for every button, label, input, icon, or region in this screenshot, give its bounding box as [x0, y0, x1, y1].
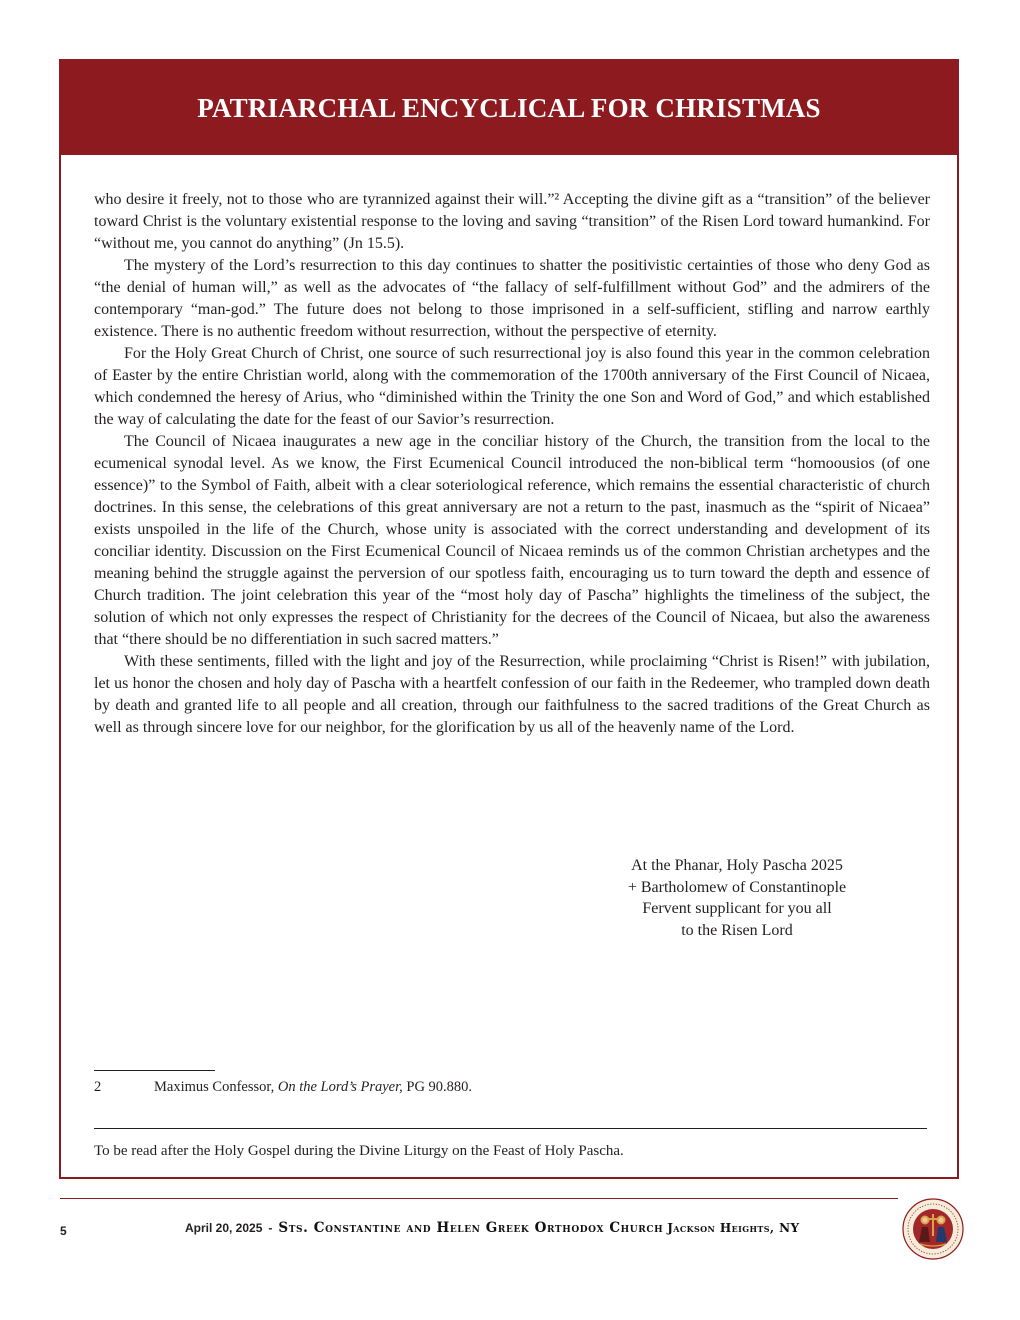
footer-separator: - — [268, 1221, 273, 1235]
page-number: 5 — [60, 1224, 67, 1238]
paragraph: The mystery of the Lord’s resurrection to this day continues to shatter the positivistic certainties of those who deny God as “the denial of human will,” as well as the advocates of “the fallacy of self-fulfillment without God” and the admirers of the contemporary “man-god.” The future does not belong to those imprisoned in a self-sufficient, stifling and narrow earthly existence. There is no authentic freedom without resurrection, without the perspective of eternity. — [94, 257, 930, 340]
encyclical-body — [94, 189, 930, 739]
signature-line: + Bartholomew of Constantinople — [627, 878, 847, 896]
encyclical-frame — [59, 59, 959, 1179]
footer-church-name: Sts. Constantine and Helen Greek Orthodox Church — [278, 1220, 664, 1236]
signature-block — [621, 855, 853, 941]
paragraph: who desire it freely, not to those who are tyrannized against their will.”² Accepting the divine gift as a “transition” of the believer toward Christ is the voluntary existential response to the loving and saving “transition” of the Risen Lord toward humankind. For “without me, you cannot do anything” (Jn 15.5). — [94, 191, 930, 252]
signature-line: to the Risen Lord — [681, 921, 793, 939]
footer-date: April 20, 2025 — [185, 1221, 263, 1235]
footer-line — [185, 1219, 799, 1237]
footer-location: Jackson Heights, NY — [667, 1221, 800, 1235]
footer-divider — [60, 1198, 898, 1199]
signature-line: Fervent supplicant for you all — [642, 900, 832, 917]
signature-line: At the Phanar, Holy Pascha 2025 — [631, 857, 843, 874]
footnote-ref: PG 90.880. — [402, 1079, 473, 1095]
reading-note: To be read after the Holy Gospel during the Divine Liturgy on the Feast of Holy Pascha. — [94, 1143, 624, 1159]
paragraph: For the Holy Great Church of Christ, one source of such resurrectional joy is also found this year in the common celebration of Easter by the entire Christian world, along with the commemoration of the 1700th anniversary of the First Council of Nicaea, which condemned the heresy of Arius, who “diminished within the Trinity the one Son and Word of God,” and which established the way of calculating the date for the feast of our Savior’s resurrection. — [94, 345, 930, 428]
note-divider — [94, 1128, 927, 1129]
paragraph: The Council of Nicaea inaugurates a new age in the conciliar history of the Church, the transition from the local to the ecumenical synodal level. As we know, the First Ecumenical Council introduced the non-biblical term “homoousios (of one essence)” to the Symbol of Faith, albeit with a clear soteriological reference, which remains the essential characteristic of church doctrines. In this sense, the celebrations of this great anniversary are not a return to the past, inasmuch as the “spirit of Nicaea” exists unspoiled in the life of the Church, whose unity is associated with the correct understanding and development of its conciliar identity. Discussion on the First Ecumenical Council of Nicaea reminds us of the common Christian archetypes and the meaning behind the struggle against the perversion of our spotless faith, encouraging us to turn toward the depth and essence of Church tradition. The joint celebration this year of the “most holy day of Pascha” highlights the timeliness of the subject, the solution of which not only expresses the respect of Christianity for the decrees of the Council of Nicaea, but also the awareness that “there should be no differentiation in such sacred matters.” — [94, 433, 930, 648]
page-title: PATRIARCHAL ENCYCLICAL FOR CHRISTMAS — [197, 92, 821, 123]
church-seal-icon — [902, 1198, 964, 1260]
footnote-author: Maximus Confessor, — [154, 1079, 278, 1095]
footnote-work: On the Lord’s Prayer, — [277, 1079, 403, 1095]
footnote-number: 2 — [94, 1079, 102, 1095]
footnote-divider — [94, 1070, 215, 1071]
footnote — [94, 1078, 472, 1096]
title-banner — [61, 61, 957, 155]
paragraph: With these sentiments, filled with the light and joy of the Resurrection, while proclaiming “Christ is Risen!” with jubilation, let us honor the chosen and holy day of Pascha with a heartfelt confession of our faith in the Redeemer, who trampled down death by death and granted life to all people and all creation, through our faithfulness to the sacred traditions of the Great Church as well as through sincere love for our neighbor, for the glorification by us all of the heavenly name of the Lord. — [94, 653, 930, 736]
